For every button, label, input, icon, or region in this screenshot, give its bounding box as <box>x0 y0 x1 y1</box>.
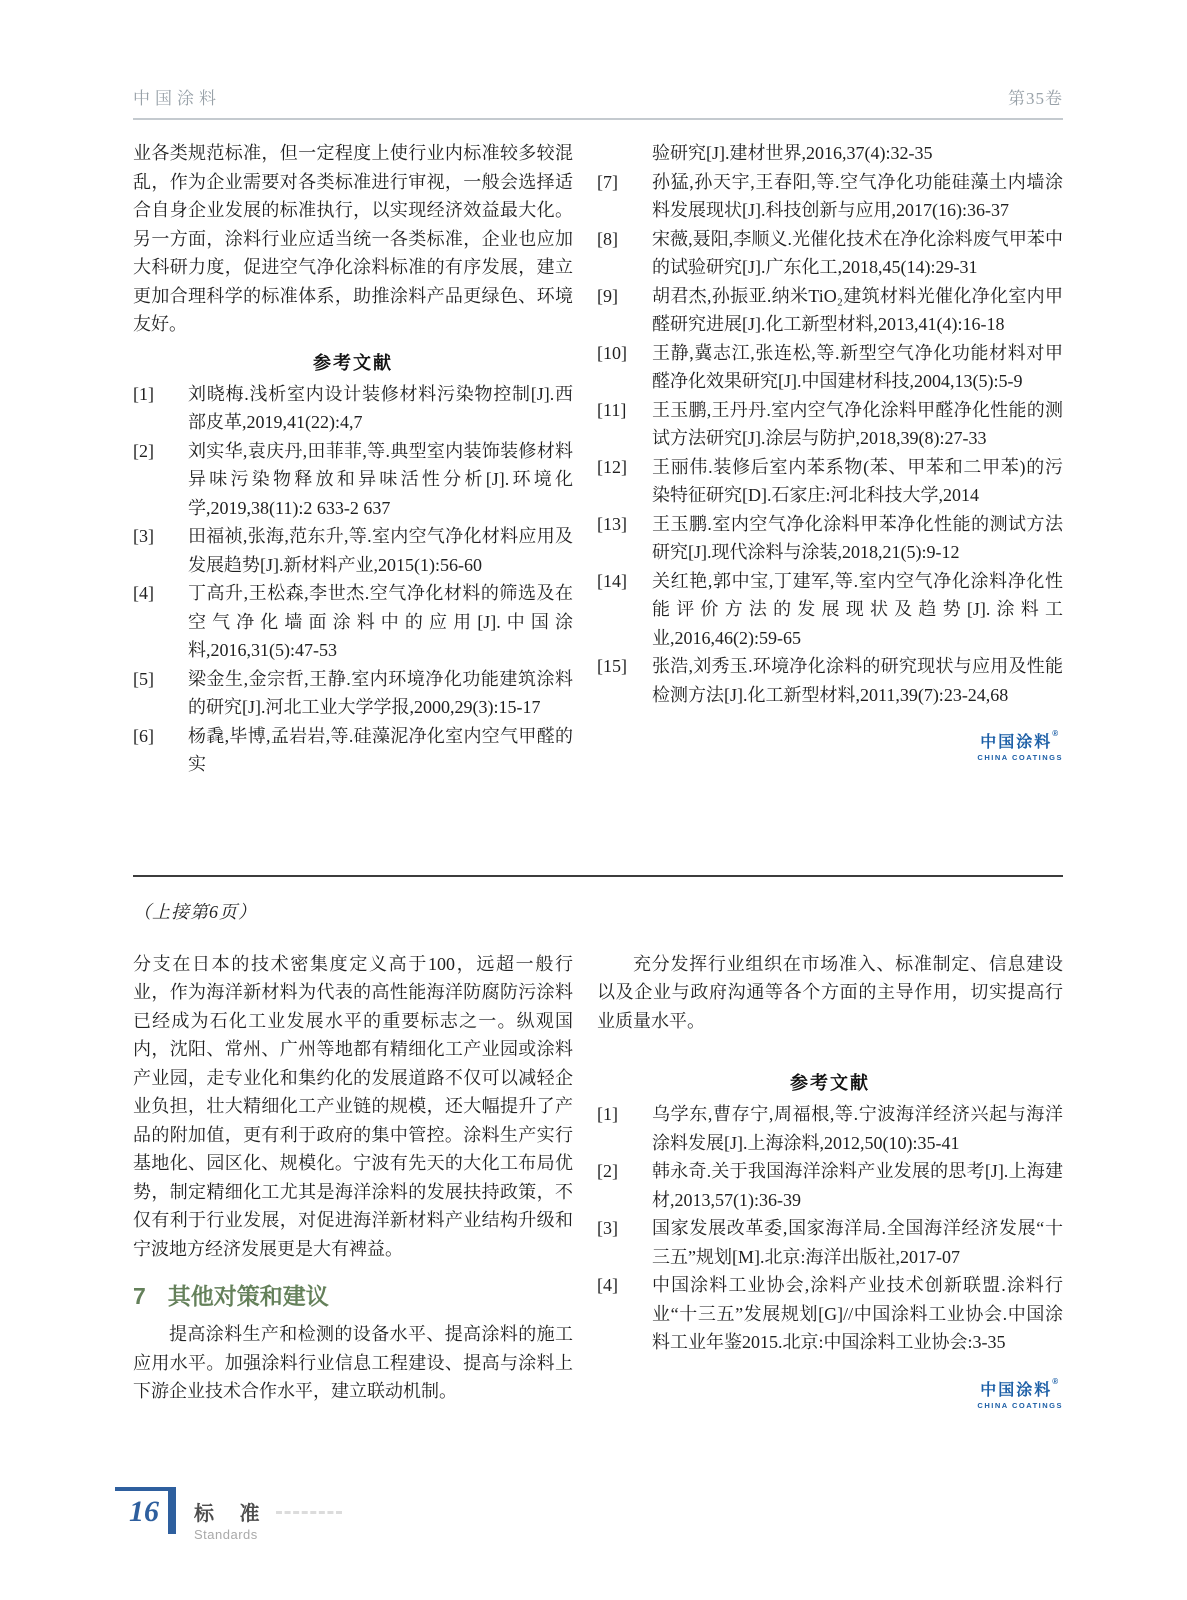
reference-number: [12] <box>597 456 627 477</box>
section-title: 其他对策和建议 <box>167 1283 329 1309</box>
body-paragraph: 业各类规范标准，但一定程度上使行业内标准较多较混乱，作为企业需要对各类标准进行审视，一般会选择适合自身企业发展的标准执行，以实现经济效益最大化。另一方面，涂料行业应适当统一各类标准，企业也应加大科研力度，促进空气净化涂料标准的有序发展，建立更加合理科学的标准体系，助推涂料产品更绿色、环境友好。 <box>133 143 573 334</box>
reference-item <box>597 567 1063 653</box>
china-coatings-logo <box>977 1377 1063 1410</box>
reference-text: 王静,冀志江,张连松,等.新型空气净化功能材料对甲醛净化效果研究[J].中国建材科技,2004,13(5):5-9 <box>652 342 1063 391</box>
references-heading: 参考文献 <box>790 1073 870 1093</box>
footer-label-english: Standards <box>194 1527 258 1542</box>
reference-text: 胡君杰,孙振亚.纳米TiO₂建筑材料光催化净化室内甲醛研究进展[J].化工新型材料,2013,41(4):16-18 <box>652 285 1063 334</box>
reference-item <box>133 437 573 523</box>
reference-number: [7] <box>597 171 618 192</box>
page-footer <box>115 1487 342 1542</box>
reference-number: [14] <box>597 570 627 591</box>
reference-text: 王丽伟.装修后室内苯系物(苯、甲苯和二甲苯)的污染特征研究[D].石家庄:河北科技大学,2014 <box>652 456 1063 505</box>
article-divider <box>133 875 1063 877</box>
china-coatings-logo <box>977 729 1063 762</box>
reference-item <box>133 522 573 579</box>
page-header <box>133 0 1063 120</box>
reference-item <box>597 1100 1063 1157</box>
reference-number: [6] <box>133 725 154 746</box>
page-number: 16 <box>129 1495 159 1528</box>
reference-item <box>597 339 1063 396</box>
reference-list-bottom <box>597 1100 1063 1357</box>
reference-continuation: 验研究[J].建材世界,2016,37(4):32-35 <box>652 143 933 163</box>
reference-list-left <box>133 380 573 779</box>
reference-item <box>597 510 1063 567</box>
reference-text: 丁高升,王松森,李世杰.空气净化材料的筛选及在空气净化墙面涂料中的应用[J].中国涂料,2016,31(5):47-53 <box>188 583 573 660</box>
reference-text: 田福祯,张海,范东升,等.室内空气净化材料应用及发展趋势[J].新材料产业,2015(1):56-60 <box>188 526 573 575</box>
reference-item <box>597 1157 1063 1214</box>
reference-text: 张浩,刘秀玉.环境净化涂料的研究现状与应用及性能检测方法[J].化工新型材料,2011,39(7):23-24,68 <box>652 656 1063 705</box>
body-paragraph: 分支在日本的技术密集度定义高于100，远超一般行业，作为海洋新材料为代表的高性能海洋防腐防污涂料已经成为石化工业发展水平的重要标志之一。纵观国内，沈阳、常州、广州等地都有精细化工产业园或涂料产业园，走专业化和集约化的发展道路不仅可以减轻企业负担，壮大精细化工产业链的规模，还大幅提升了产品的附加值，更有利于政府的集中管控。涂料生产实行基地化、园区化、规模化。宁波有先天的大化工布局优势，制定精细化工尤其是海洋涂料的发展扶持政策，不仅有利于行业发展，对促进海洋新材料产业结构升级和宁波地方经济发展更是大有裨益。 <box>133 953 573 1259</box>
reference-item <box>597 282 1063 339</box>
reference-text: 宋薇,聂阳,李顺义.光催化技术在净化涂料废气甲苯中的试验研究[J].广东化工,2018,45(14):29-31 <box>652 228 1063 277</box>
footer-section-label <box>194 1487 270 1542</box>
reference-item <box>597 396 1063 453</box>
logo-english-text: CHINA COATINGS <box>977 753 1063 762</box>
journal-name: 中国涂料 <box>133 89 221 108</box>
body-paragraph: 提高涂料生产和检测的设备水平、提高涂料的施工应用水平。加强涂料行业信息工程建设、提高与涂料上下游企业技术合作水平，建立联动机制。 <box>133 1324 573 1401</box>
section-number: 7 <box>133 1283 146 1309</box>
reference-text: 梁金生,金宗哲,王静.室内环境净化功能建筑涂料的研究[J].河北工业大学学报,2000,29(3):15-17 <box>188 668 573 717</box>
reference-item <box>133 579 573 665</box>
reference-item <box>133 380 573 437</box>
reference-number: [3] <box>133 526 154 546</box>
reference-number: [2] <box>133 440 154 461</box>
page-number-bracket <box>115 1487 181 1537</box>
references-heading: 参考文献 <box>313 352 393 373</box>
reference-number: [8] <box>597 228 618 249</box>
body-paragraph: 充分发挥行业组织在市场准入、标准制定、信息建设以及企业与政府沟通等各个方面的主导作用，切实提高行业质量水平。 <box>597 953 1063 1031</box>
reference-number: [10] <box>597 342 627 363</box>
reference-number: [13] <box>597 513 627 534</box>
bottom-left-column <box>133 950 573 1410</box>
top-left-column <box>133 139 573 779</box>
bottom-article <box>133 950 1063 1410</box>
reference-text: 刘实华,袁庆丹,田菲菲,等.典型室内装饰装修材料异味污染物释放和异味活性分析[J].环境化学,2019,38(11):2 633-2 637 <box>188 440 573 518</box>
bottom-right-column <box>597 950 1063 1410</box>
reference-text: 王玉鹏.室内空气净化涂料甲苯净化性能的测试方法研究[J].现代涂料与涂装,2018,21(5):9-12 <box>652 513 1063 562</box>
reference-text: 关红艳,郭中宝,丁建军,等.室内空气净化涂料净化性能评价方法的发展现状及趋势[J].涂料工业,2016,46(2):59-65 <box>652 570 1063 648</box>
reference-text: 韩永奇.关于我国海洋涂料产业发展的思考[J].上海建材,2013,57(1):36-39 <box>652 1161 1063 1210</box>
reference-item <box>133 722 573 779</box>
registered-mark-icon: ® <box>1052 729 1061 738</box>
registered-mark-icon: ® <box>1052 1376 1061 1386</box>
footer-label-chinese: 标 准 <box>194 1503 270 1525</box>
reference-text: 杨毳,毕博,孟岩岩,等.硅藻泥净化室内空气甲醛的实 <box>188 725 573 774</box>
reference-number: [4] <box>133 583 154 603</box>
reference-number: [15] <box>597 656 627 676</box>
reference-item <box>597 453 1063 510</box>
reference-item <box>133 665 573 722</box>
reference-text: 乌学东,曹存宁,周福根,等.宁波海洋经济兴起与海洋涂料发展[J].上海涂料,2012,50(10):35-41 <box>652 1104 1063 1153</box>
reference-number: [2] <box>597 1161 618 1181</box>
logo-chinese-text: 中国涂料® <box>980 729 1061 751</box>
reference-item <box>597 652 1063 709</box>
reference-number: [3] <box>597 1218 618 1238</box>
reference-item <box>597 1271 1063 1357</box>
section-7-heading <box>133 1278 573 1311</box>
reference-text: 刘晓梅.浅析室内设计装修材料污染物控制[J].西部皮革,2019,41(22):4,7 <box>188 383 573 432</box>
reference-text: 国家发展改革委,国家海洋局.全国海洋经济发展“十三五”规划[M].北京:海洋出版社,2017-07 <box>652 1218 1063 1267</box>
reference-item <box>597 225 1063 282</box>
logo-english-text: CHINA COATINGS <box>977 1400 1063 1410</box>
reference-number: [1] <box>133 383 154 404</box>
reference-number: [5] <box>133 668 154 689</box>
continued-from-note: （上接第6页） <box>133 901 257 922</box>
footer-decorative-dashes <box>276 1511 342 1514</box>
reference-number: [9] <box>597 285 618 306</box>
reference-number: [4] <box>597 1275 618 1295</box>
top-right-column <box>597 139 1063 779</box>
reference-text: 中国涂料工业协会,涂料产业技术创新联盟.涂料行业“十三五”发展规划[G]//中国涂料工业协会.中国涂料工业年鉴2015.北京:中国涂料工业协会:3-35 <box>652 1275 1063 1352</box>
reference-text: 王玉鹏,王丹丹.室内空气净化涂料甲醛净化性能的测试方法研究[J].涂层与防护,2018,39(8):27-33 <box>652 399 1063 448</box>
reference-list-right <box>597 168 1063 710</box>
reference-number: [1] <box>597 1104 618 1124</box>
reference-item <box>597 1214 1063 1271</box>
reference-text: 孙猛,孙天宇,王春阳,等.空气净化功能硅藻土内墙涂料发展现状[J].科技创新与应用,2017(16):36-37 <box>652 171 1063 220</box>
top-article <box>133 139 1063 779</box>
volume-number: 第35卷 <box>1008 89 1063 108</box>
logo-chinese-text: 中国涂料® <box>980 1376 1061 1399</box>
reference-item <box>597 168 1063 225</box>
reference-number: [11] <box>597 399 627 420</box>
